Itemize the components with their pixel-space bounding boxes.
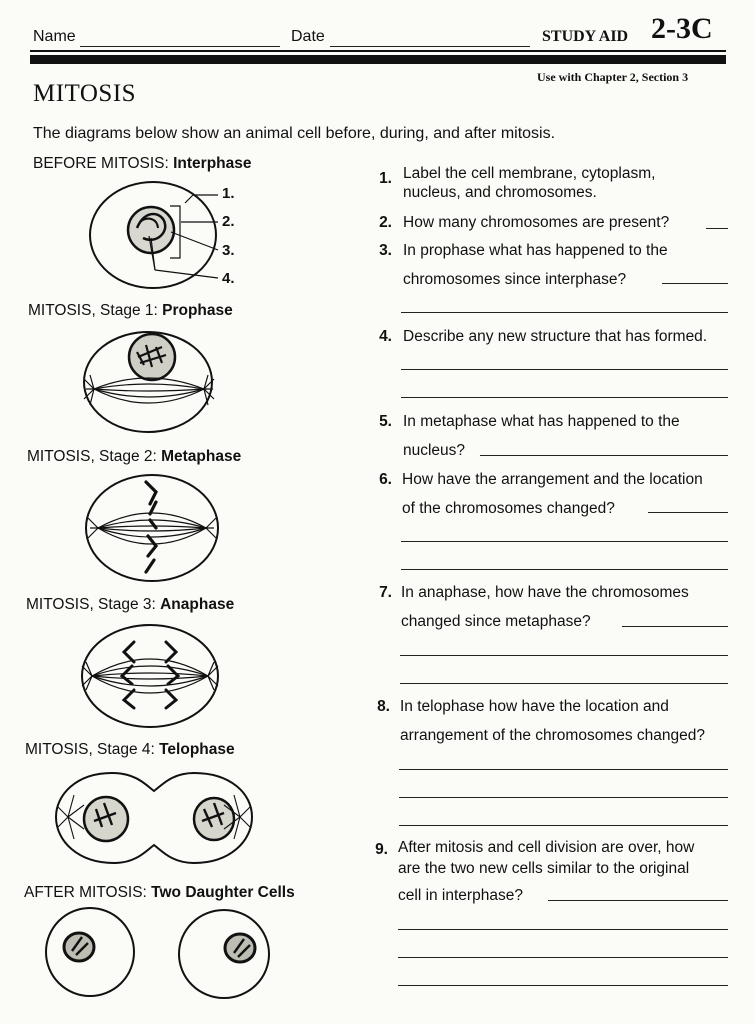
question-number-2: 2. <box>379 214 392 231</box>
stage-label-interphase: BEFORE MITOSIS: Interphase <box>33 155 252 172</box>
question-text-5: In metaphase what has happened to the nucleus? <box>403 413 680 459</box>
diagram-label-1: 1. <box>222 185 235 202</box>
answer-line-4b[interactable] <box>401 397 728 398</box>
question-text-3: In prophase what has happened to the chromosomes since interphase? <box>403 242 668 288</box>
question-text-4: Describe any new structure that has formed. <box>403 328 708 345</box>
question-text-9: After mitosis and cell division are over, how are the two new cells similar to the original cell in interphase? <box>398 839 695 904</box>
answer-line-6a[interactable] <box>648 512 728 513</box>
answer-line-7b[interactable] <box>400 655 728 656</box>
answer-line-8c[interactable] <box>399 825 728 826</box>
diagram-label-4: 4. <box>222 270 235 287</box>
stage-label-telophase: MITOSIS, Stage 4: Telophase <box>25 741 235 758</box>
diagram-label-2: 2. <box>222 213 235 230</box>
page-title: MITOSIS <box>33 80 137 107</box>
answer-line-9b[interactable] <box>398 929 728 930</box>
stage-label-metaphase: MITOSIS, Stage 2: Metaphase <box>27 448 242 465</box>
prophase-cell-diagram <box>82 327 217 437</box>
stage-label-anaphase: MITOSIS, Stage 3: Anaphase <box>26 596 235 613</box>
answer-line-9c[interactable] <box>398 957 728 958</box>
question-number-4: 4. <box>379 328 392 345</box>
question-number-8: 8. <box>377 698 390 715</box>
date-label: Date <box>291 28 325 45</box>
question-number-3: 3. <box>379 242 392 259</box>
answer-line-3a[interactable] <box>662 283 728 284</box>
name-label: Name <box>33 28 76 45</box>
answer-line-2[interactable] <box>706 228 728 229</box>
study-aid-code: 2-3C <box>651 12 713 45</box>
answer-line-7c[interactable] <box>400 683 728 684</box>
chapter-reference: Use with Chapter 2, Section 3 <box>537 70 689 84</box>
answer-line-4a[interactable] <box>401 369 728 370</box>
date-field[interactable] <box>330 46 530 47</box>
name-field[interactable] <box>80 46 280 47</box>
answer-line-7a[interactable] <box>622 626 728 627</box>
answer-line-8b[interactable] <box>399 797 728 798</box>
answer-line-9a[interactable] <box>548 900 728 901</box>
answer-line-3b[interactable] <box>401 312 728 313</box>
telophase-cell-diagram <box>54 767 254 867</box>
stage-label-prophase: MITOSIS, Stage 1: Prophase <box>28 302 233 319</box>
question-number-5: 5. <box>379 413 392 430</box>
metaphase-cell-diagram <box>84 472 220 584</box>
question-text-1: Label the cell membrane, cytoplasm, nucleus, and chromosomes. <box>403 165 656 201</box>
answer-line-9d[interactable] <box>398 985 728 986</box>
question-text-2: How many chromosomes are present? <box>403 214 670 231</box>
stage-label-daughter-cells: AFTER MITOSIS: Two Daughter Cells <box>24 884 295 901</box>
diagram-label-3: 3. <box>222 242 235 259</box>
daughter-cells-diagram <box>42 907 272 1002</box>
question-number-6: 6. <box>379 471 392 488</box>
question-text-6: How have the arrangement and the location of the chromosomes changed? <box>402 471 703 517</box>
answer-line-6c[interactable] <box>401 569 728 570</box>
question-number-1: 1. <box>379 170 392 187</box>
question-number-7: 7. <box>379 584 392 601</box>
question-text-7: In anaphase, how have the chromosomes changed since metaphase? <box>401 584 689 630</box>
intro-text: The diagrams below show an animal cell before, during, and after mitosis. <box>33 125 556 142</box>
study-aid-label: STUDY AID <box>542 28 629 45</box>
anaphase-cell-diagram <box>80 622 220 730</box>
answer-line-6b[interactable] <box>401 541 728 542</box>
question-text-8: In telophase how have the location and arrangement of the chromosomes changed? <box>400 698 706 744</box>
header-rule-thin <box>30 50 726 52</box>
answer-line-8a[interactable] <box>399 769 728 770</box>
header-rule-thick <box>30 55 726 64</box>
question-number-9: 9. <box>375 841 388 858</box>
answer-line-5[interactable] <box>480 455 728 456</box>
